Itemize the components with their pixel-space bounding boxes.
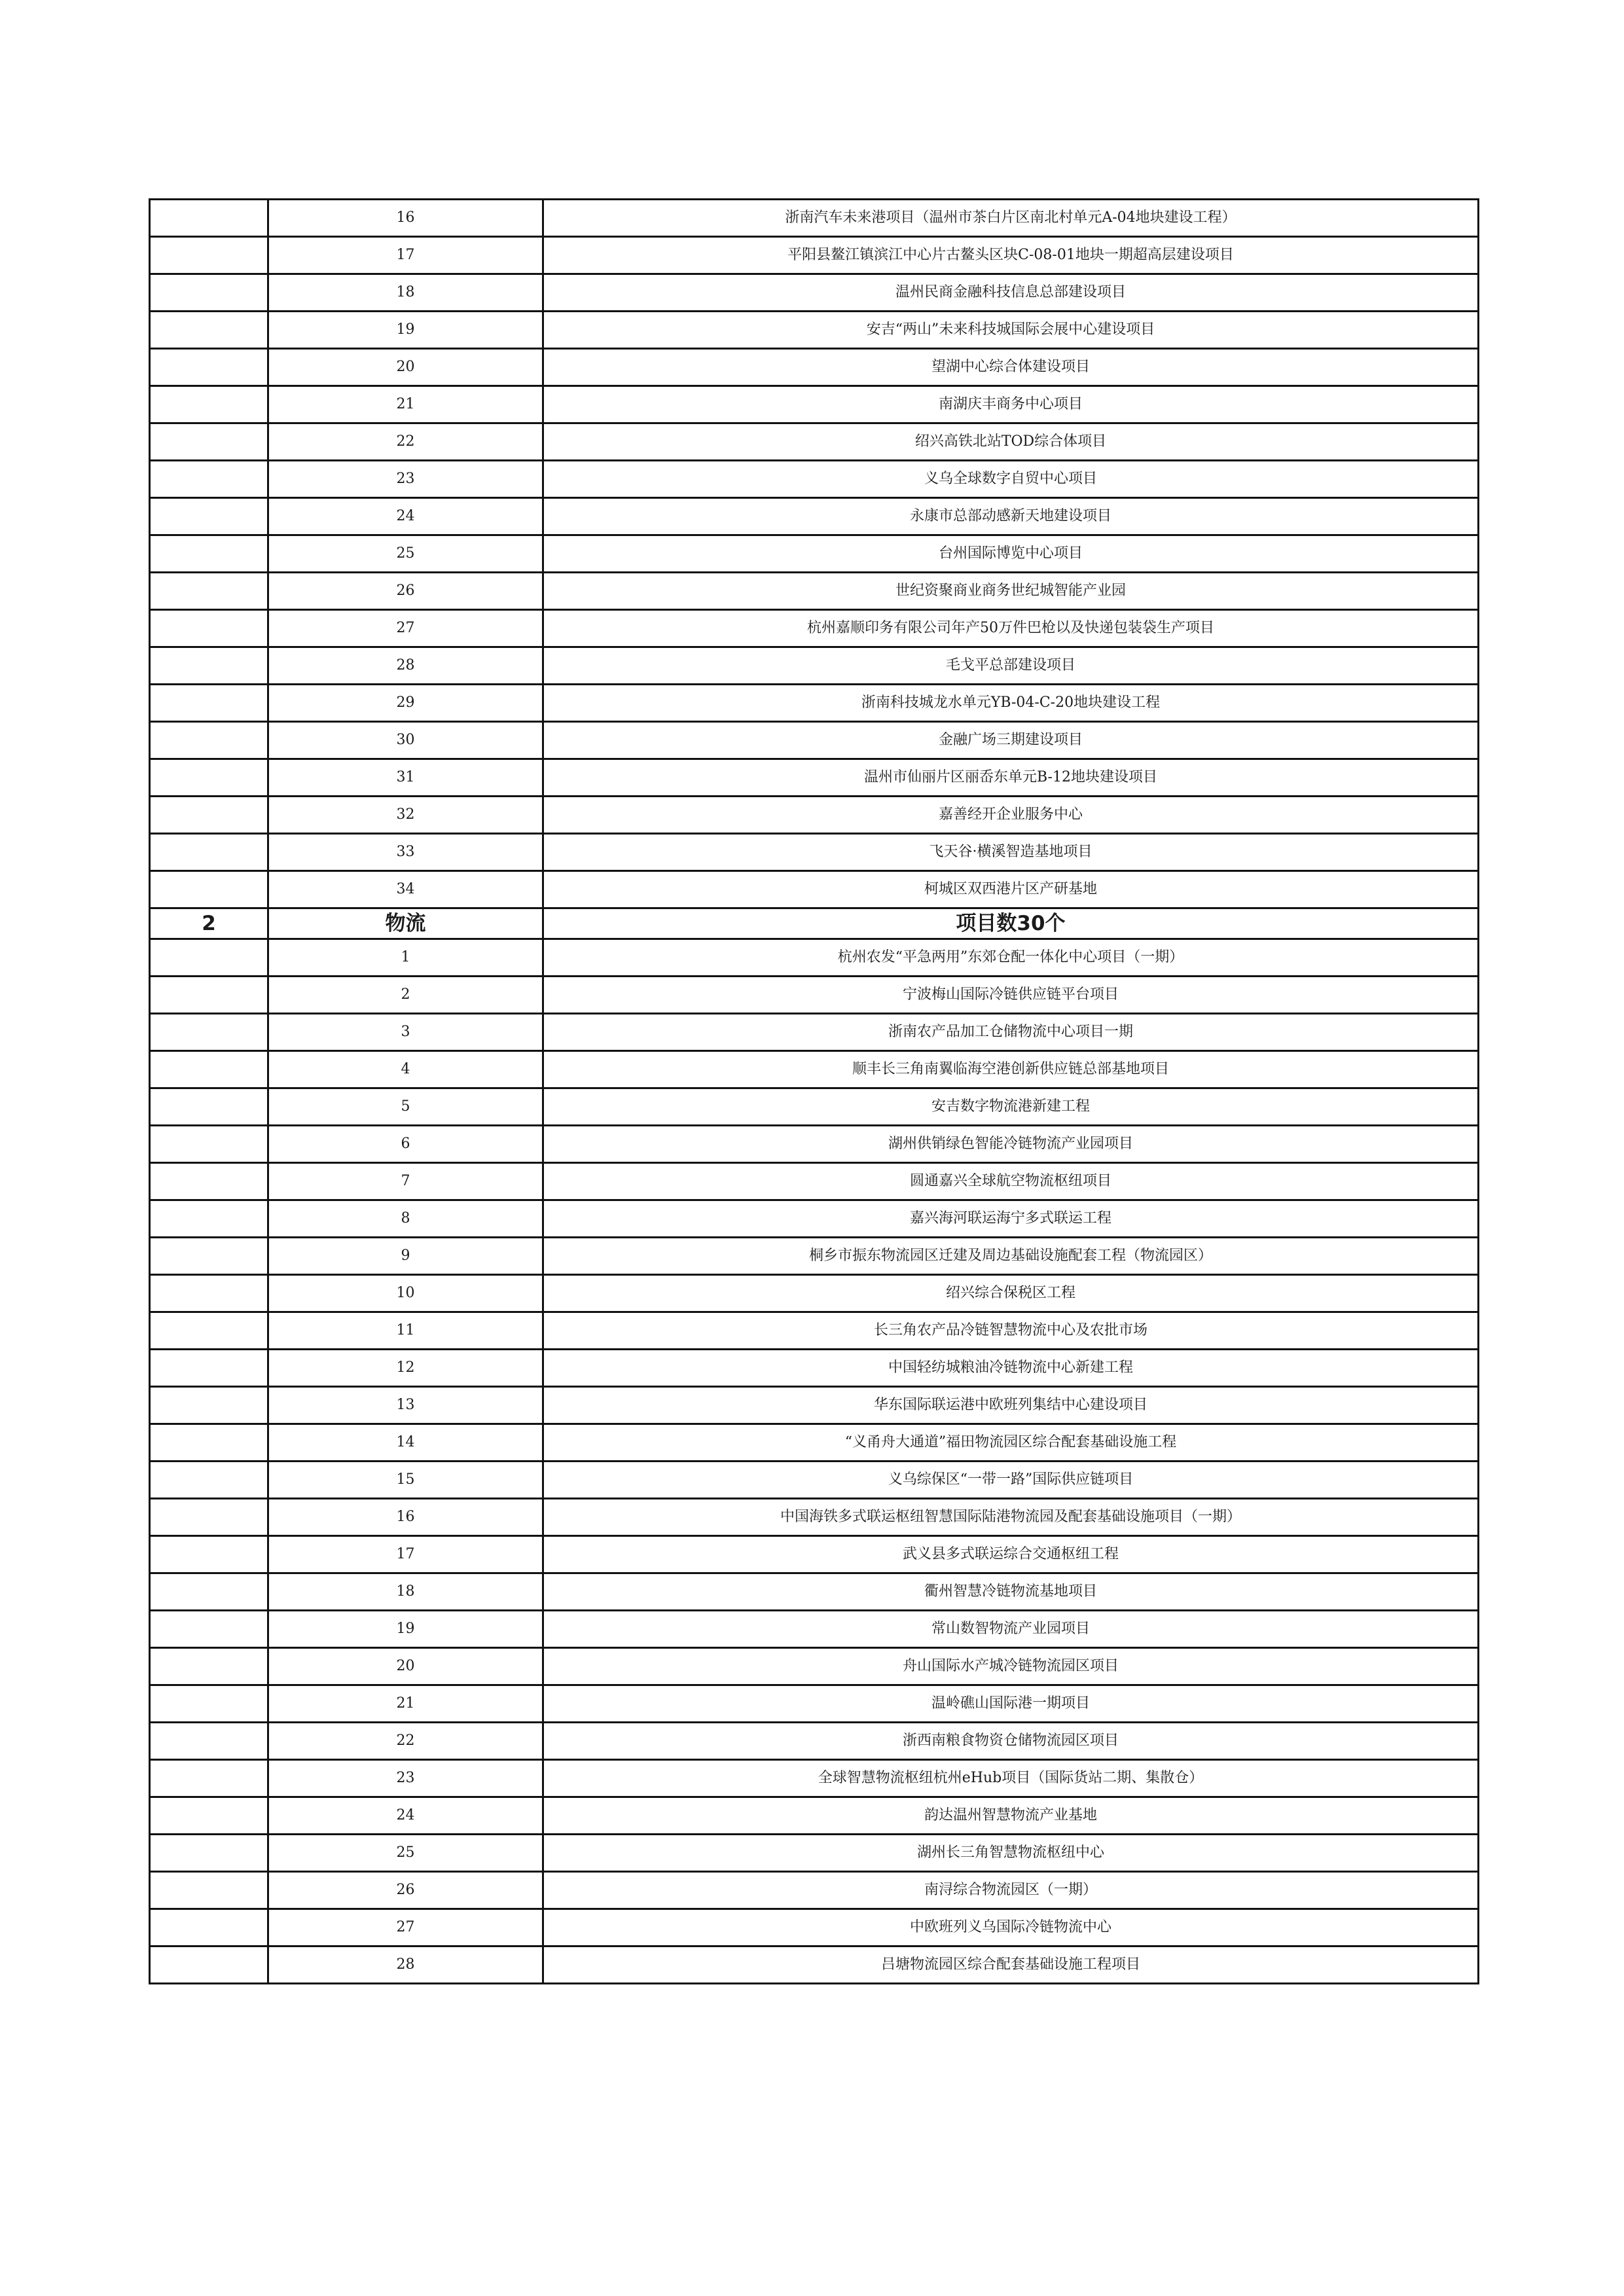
- section-category: 物流: [268, 908, 543, 939]
- project-name: 安吉“两山”未来科技城国际会展中心建设项目: [543, 312, 1479, 349]
- section-index-cell: [150, 423, 268, 461]
- item-number: 5: [268, 1088, 543, 1126]
- table-row: [150, 423, 1479, 461]
- table-row: [150, 1723, 1479, 1760]
- table-row: [150, 1760, 1479, 1797]
- item-number: 16: [268, 200, 543, 237]
- table-row: [150, 237, 1479, 274]
- project-name: 宁波梅山国际冷链供应链平台项目: [543, 977, 1479, 1014]
- project-name: 温州民商金融科技信息总部建设项目: [543, 274, 1479, 312]
- section-index-cell: [150, 939, 268, 977]
- project-name: 嘉善经开企业服务中心: [543, 797, 1479, 834]
- section-index-cell: [150, 1536, 268, 1573]
- table-row: [150, 1014, 1479, 1051]
- item-number: 22: [268, 423, 543, 461]
- section-index-cell: [150, 237, 268, 274]
- project-name: 世纪资聚商业商务世纪城智能产业园: [543, 573, 1479, 610]
- item-number: 34: [268, 871, 543, 908]
- project-name: 浙西南粮食物资仓储物流园区项目: [543, 1723, 1479, 1760]
- section-index-cell: [150, 200, 268, 237]
- section-index-cell: [150, 1872, 268, 1909]
- section-index-cell: [150, 1499, 268, 1536]
- table-row: [150, 1200, 1479, 1238]
- item-number: 21: [268, 386, 543, 423]
- table-row: [150, 1051, 1479, 1088]
- table-row: [150, 1536, 1479, 1573]
- table-row: [150, 722, 1479, 759]
- section-index-cell: [150, 498, 268, 535]
- table-row: [150, 1872, 1479, 1909]
- section-index-cell: [150, 1275, 268, 1312]
- table-row: [150, 349, 1479, 386]
- section-index-cell: [150, 1946, 268, 1984]
- project-name: 杭州农发“平急两用”东郊仓配一体化中心项目（一期）: [543, 939, 1479, 977]
- project-name: 杭州嘉顺印务有限公司年产50万件巴枪以及快递包装袋生产项目: [543, 610, 1479, 647]
- table-row: [150, 1797, 1479, 1835]
- section-index-cell: [150, 573, 268, 610]
- item-number: 32: [268, 797, 543, 834]
- table-row: [150, 797, 1479, 834]
- table-row: [150, 1424, 1479, 1462]
- section-index-cell: [150, 722, 268, 759]
- item-number: 27: [268, 1909, 543, 1946]
- section-index: 2: [150, 908, 268, 939]
- project-name: 圆通嘉兴全球航空物流枢纽项目: [543, 1163, 1479, 1200]
- section-index-cell: [150, 349, 268, 386]
- project-name: 舟山国际水产城冷链物流园区项目: [543, 1648, 1479, 1685]
- item-number: 18: [268, 1573, 543, 1611]
- section-index-cell: [150, 386, 268, 423]
- section-header-row: [150, 908, 1479, 939]
- project-table: [149, 198, 1479, 1984]
- item-number: 6: [268, 1126, 543, 1163]
- item-number: 15: [268, 1462, 543, 1499]
- item-number: 24: [268, 1797, 543, 1835]
- project-name: 衢州智慧冷链物流基地项目: [543, 1573, 1479, 1611]
- section-index-cell: [150, 685, 268, 722]
- table-row: [150, 1648, 1479, 1685]
- project-name: 湖州供销绿色智能冷链物流产业园项目: [543, 1126, 1479, 1163]
- table-row: [150, 386, 1479, 423]
- section-index-cell: [150, 977, 268, 1014]
- project-name: 武义县多式联运综合交通枢纽工程: [543, 1536, 1479, 1573]
- table-row: [150, 1946, 1479, 1984]
- section-index-cell: [150, 461, 268, 498]
- section-index-cell: [150, 1835, 268, 1872]
- item-number: 19: [268, 1611, 543, 1648]
- table-row: [150, 1573, 1479, 1611]
- item-number: 1: [268, 939, 543, 977]
- item-number: 24: [268, 498, 543, 535]
- project-name: 中国海铁多式联运枢纽智慧国际陆港物流园及配套基础设施项目（一期）: [543, 1499, 1479, 1536]
- section-index-cell: [150, 1126, 268, 1163]
- item-number: 23: [268, 461, 543, 498]
- table-row: [150, 871, 1479, 908]
- project-name: 绍兴综合保税区工程: [543, 1275, 1479, 1312]
- table-row: [150, 573, 1479, 610]
- item-number: 21: [268, 1685, 543, 1723]
- section-index-cell: [150, 1611, 268, 1648]
- section-index-cell: [150, 1200, 268, 1238]
- section-index-cell: [150, 1723, 268, 1760]
- section-index-cell: [150, 1909, 268, 1946]
- section-index-cell: [150, 1685, 268, 1723]
- project-name: 桐乡市振东物流园区迁建及周边基础设施配套工程（物流园区）: [543, 1238, 1479, 1275]
- project-name: 毛戈平总部建设项目: [543, 647, 1479, 685]
- section-index-cell: [150, 312, 268, 349]
- project-name: 温州市仙丽片区丽岙东单元B-12地块建设项目: [543, 759, 1479, 797]
- table-row: [150, 1909, 1479, 1946]
- table-row: [150, 610, 1479, 647]
- project-name: 华东国际联运港中欧班列集结中心建设项目: [543, 1387, 1479, 1424]
- section-index-cell: [150, 1387, 268, 1424]
- project-name: 飞天谷·横溪智造基地项目: [543, 834, 1479, 871]
- item-number: 4: [268, 1051, 543, 1088]
- project-name: 中国轻纺城粮油冷链物流中心新建工程: [543, 1350, 1479, 1387]
- project-name: 绍兴高铁北站TOD综合体项目: [543, 423, 1479, 461]
- project-name: 常山数智物流产业园项目: [543, 1611, 1479, 1648]
- item-number: 31: [268, 759, 543, 797]
- table-row: [150, 1387, 1479, 1424]
- section-index-cell: [150, 647, 268, 685]
- table-row: [150, 1088, 1479, 1126]
- project-name: 中欧班列义乌国际冷链物流中心: [543, 1909, 1479, 1946]
- project-name: 嘉兴海河联运海宁多式联运工程: [543, 1200, 1479, 1238]
- section-index-cell: [150, 1312, 268, 1350]
- table-row: [150, 1163, 1479, 1200]
- item-number: 12: [268, 1350, 543, 1387]
- item-number: 17: [268, 1536, 543, 1573]
- section-index-cell: [150, 1424, 268, 1462]
- table-row: [150, 1275, 1479, 1312]
- section-index-cell: [150, 1462, 268, 1499]
- item-number: 23: [268, 1760, 543, 1797]
- project-name: 湖州长三角智慧物流枢纽中心: [543, 1835, 1479, 1872]
- section-index-cell: [150, 1163, 268, 1200]
- section-index-cell: [150, 1797, 268, 1835]
- section-index-cell: [150, 1573, 268, 1611]
- section-index-cell: [150, 535, 268, 573]
- item-number: 8: [268, 1200, 543, 1238]
- table-row: [150, 1126, 1479, 1163]
- project-name: 义乌综保区“一带一路”国际供应链项目: [543, 1462, 1479, 1499]
- project-name: “义甬舟大通道”福田物流园区综合配套基础设施工程: [543, 1424, 1479, 1462]
- item-number: 19: [268, 312, 543, 349]
- table-row: [150, 834, 1479, 871]
- table-row: [150, 461, 1479, 498]
- project-name: 平阳县鳌江镇滨江中心片古鳌头区块C-08-01地块一期超高层建设项目: [543, 237, 1479, 274]
- table-row: [150, 1611, 1479, 1648]
- item-number: 10: [268, 1275, 543, 1312]
- item-number: 18: [268, 274, 543, 312]
- project-name: 安吉数字物流港新建工程: [543, 1088, 1479, 1126]
- table-row: [150, 498, 1479, 535]
- item-number: 26: [268, 1872, 543, 1909]
- project-name: 顺丰长三角南翼临海空港创新供应链总部基地项目: [543, 1051, 1479, 1088]
- item-number: 3: [268, 1014, 543, 1051]
- table-row: [150, 759, 1479, 797]
- project-name: 全球智慧物流枢纽杭州eHub项目（国际货站二期、集散仓）: [543, 1760, 1479, 1797]
- project-name: 浙南汽车未来港项目（温州市茶白片区南北村单元A-04地块建设工程）: [543, 200, 1479, 237]
- section-index-cell: [150, 610, 268, 647]
- table-row: [150, 1238, 1479, 1275]
- table-row: [150, 1685, 1479, 1723]
- table-row: [150, 1462, 1479, 1499]
- table-row: [150, 1312, 1479, 1350]
- item-number: 14: [268, 1424, 543, 1462]
- item-number: 22: [268, 1723, 543, 1760]
- table-row: [150, 1350, 1479, 1387]
- table-row: [150, 535, 1479, 573]
- table-row: [150, 685, 1479, 722]
- table-row: [150, 200, 1479, 237]
- project-name: 浙南农产品加工仓储物流中心项目一期: [543, 1014, 1479, 1051]
- item-number: 11: [268, 1312, 543, 1350]
- item-number: 29: [268, 685, 543, 722]
- item-number: 20: [268, 1648, 543, 1685]
- project-name: 温岭礁山国际港一期项目: [543, 1685, 1479, 1723]
- item-number: 27: [268, 610, 543, 647]
- project-name: 义乌全球数字自贸中心项目: [543, 461, 1479, 498]
- section-index-cell: [150, 1051, 268, 1088]
- table-row: [150, 977, 1479, 1014]
- section-index-cell: [150, 759, 268, 797]
- item-number: 7: [268, 1163, 543, 1200]
- item-number: 20: [268, 349, 543, 386]
- project-name: 浙南科技城龙水单元YB-04-C-20地块建设工程: [543, 685, 1479, 722]
- item-number: 33: [268, 834, 543, 871]
- item-number: 30: [268, 722, 543, 759]
- project-name: 韵达温州智慧物流产业基地: [543, 1797, 1479, 1835]
- project-name: 望湖中心综合体建设项目: [543, 349, 1479, 386]
- project-name: 金融广场三期建设项目: [543, 722, 1479, 759]
- table-row: [150, 939, 1479, 977]
- item-number: 28: [268, 647, 543, 685]
- section-summary: 项目数30个: [543, 908, 1479, 939]
- table-row: [150, 1835, 1479, 1872]
- section-index-cell: [150, 1350, 268, 1387]
- section-index-cell: [150, 797, 268, 834]
- section-index-cell: [150, 834, 268, 871]
- item-number: 25: [268, 535, 543, 573]
- section-index-cell: [150, 1648, 268, 1685]
- section-index-cell: [150, 1238, 268, 1275]
- section-index-cell: [150, 871, 268, 908]
- item-number: 17: [268, 237, 543, 274]
- project-name: 永康市总部动感新天地建设项目: [543, 498, 1479, 535]
- project-name: 柯城区双西港片区产研基地: [543, 871, 1479, 908]
- item-number: 28: [268, 1946, 543, 1984]
- section-index-cell: [150, 1014, 268, 1051]
- section-index-cell: [150, 1088, 268, 1126]
- table-row: [150, 274, 1479, 312]
- item-number: 16: [268, 1499, 543, 1536]
- table-row: [150, 1499, 1479, 1536]
- project-name: 台州国际博览中心项目: [543, 535, 1479, 573]
- table-row: [150, 312, 1479, 349]
- project-name: 南湖庆丰商务中心项目: [543, 386, 1479, 423]
- project-name: 南浔综合物流园区（一期）: [543, 1872, 1479, 1909]
- project-name: 吕塘物流园区综合配套基础设施工程项目: [543, 1946, 1479, 1984]
- item-number: 26: [268, 573, 543, 610]
- item-number: 2: [268, 977, 543, 1014]
- section-index-cell: [150, 274, 268, 312]
- item-number: 25: [268, 1835, 543, 1872]
- project-name: 长三角农产品冷链智慧物流中心及农批市场: [543, 1312, 1479, 1350]
- table-row: [150, 647, 1479, 685]
- item-number: 13: [268, 1387, 543, 1424]
- item-number: 9: [268, 1238, 543, 1275]
- section-index-cell: [150, 1760, 268, 1797]
